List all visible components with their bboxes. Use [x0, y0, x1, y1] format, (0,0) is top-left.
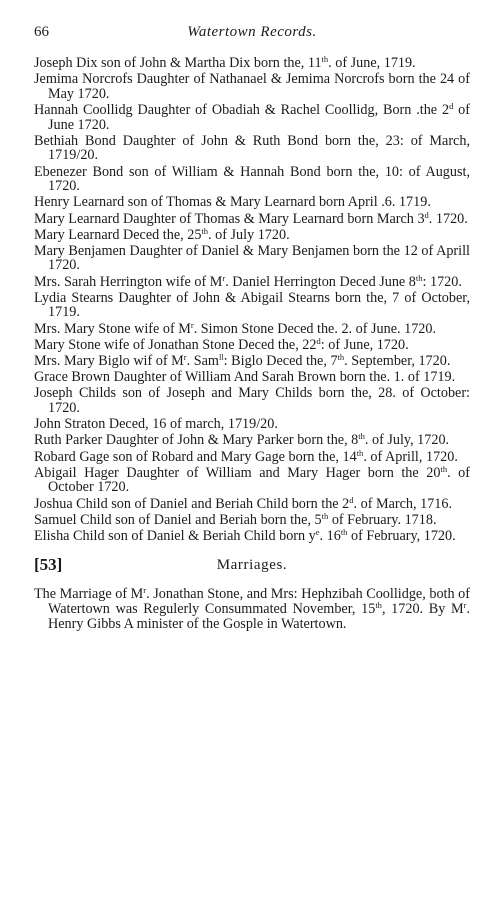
record-entry: [34, 209, 470, 227]
text-segment: Mary Learnard Deced the, 25: [34, 226, 202, 243]
text-segment: . of July, 1720.: [364, 432, 450, 449]
record-entry: [34, 291, 470, 320]
text-segment: Joshua Child son of Daniel and Beriah Child born the 2: [34, 495, 350, 512]
record-entry: [34, 134, 470, 163]
record-entry: [34, 319, 470, 337]
text-segment: John Straton Deced, 16 of march, 1719/20.: [34, 416, 278, 433]
record-entry: [34, 447, 470, 465]
text-segment: Hannah Coollidg Daughter of Obadiah & Rachel Coollidg, Born .the 2: [34, 101, 450, 118]
text-segment: Jemima Norcrofs Daughter of Nathanael & Jemima Norcrofs born the 24 of May 1720.: [34, 71, 470, 102]
superscript: th: [340, 526, 348, 537]
text-segment: . of June, 1719.: [328, 55, 416, 71]
record-entry: [34, 272, 470, 290]
text-segment: Mary Learnard Daughter of Thomas & Mary Learnard born March 3: [34, 210, 425, 227]
text-segment: Grace Brown Daughter of William And Sarah Brown born the. 1. of 1719.: [34, 369, 456, 386]
superscript: th: [440, 463, 448, 474]
record-page: [34, 22, 470, 632]
record-entry: [34, 72, 470, 101]
text-segment: of February, 1720.: [347, 527, 456, 544]
text-segment: Mrs. Sarah Herrington wife of M: [34, 273, 223, 290]
text-segment: Samuel Child son of Daniel and Beriah born the, 5: [34, 511, 322, 528]
superscript: th: [321, 54, 329, 64]
text-segment: Ruth Parker Daughter of John & Mary Parker born the, 8: [34, 432, 359, 449]
superscript: r: [463, 600, 467, 611]
text-segment: Mrs. Mary Biglo wif of M: [34, 353, 184, 369]
record-entry: [34, 386, 470, 415]
section-number: [53]: [34, 555, 63, 575]
text-segment: Mrs. Mary Stone wife of M: [34, 320, 191, 337]
text-segment: The Marriage of M: [34, 586, 144, 603]
section-heading: [34, 555, 470, 581]
text-segment: Henry Learnard son of Thomas & Mary Learnard born April .6. 1719.: [34, 194, 431, 211]
record-entry: [34, 526, 470, 544]
record-entry: [34, 354, 470, 369]
superscript: th: [415, 272, 423, 283]
text-segment: . of March, 1716.: [353, 495, 453, 512]
record-entry: [34, 195, 470, 210]
page-number: 66: [34, 24, 49, 40]
superscript: th: [321, 510, 329, 521]
text-segment: Elisha Child son of Daniel & Beriah Child born y: [34, 527, 316, 544]
text-segment: . of October 1720.: [48, 464, 470, 496]
record-entry: [34, 370, 470, 385]
text-segment: of February. 1718.: [328, 511, 437, 528]
record-entry: [34, 494, 470, 512]
superscript: th: [337, 352, 345, 362]
superscript: th: [358, 431, 365, 442]
text-segment: Joseph Dix son of John & Martha Dix born the, 11: [34, 55, 322, 71]
superscript: ll: [218, 352, 224, 362]
superscript: r: [190, 319, 194, 330]
text-segment: : of June, 1720.: [320, 336, 409, 353]
superscript: r: [143, 585, 147, 596]
record-entry: [34, 510, 470, 528]
text-segment: : 1720.: [422, 273, 462, 290]
record-entry: [34, 165, 470, 194]
superscript: e: [315, 526, 320, 537]
record-entry: [34, 433, 470, 448]
text-segment: Bethiah Bond Daughter of John & Ruth Bond born the, 23: of March, 1719/20.: [34, 132, 470, 164]
text-segment: . 1720.: [428, 210, 468, 227]
superscript: th: [356, 447, 364, 458]
text-segment: Lydia Stearns Daughter of John & Abigail Stearns born the, 7 of October, 1719.: [34, 289, 470, 321]
text-segment: Mary Stone wife of Jonathan Stone Deced the, 22: [34, 336, 317, 353]
marriage-record: [34, 587, 470, 631]
record-entry: [34, 463, 470, 496]
record-entry: [34, 225, 470, 243]
page-header: [34, 22, 470, 48]
record-entry: [34, 56, 470, 71]
record-entry: [34, 417, 470, 432]
superscript: d: [316, 335, 321, 346]
running-title: Watertown Records.: [187, 24, 317, 40]
text-segment: . Simon Stone Deced the. 2. of June. 1720.: [193, 320, 437, 337]
record-entry: [34, 244, 470, 273]
superscript: th: [201, 225, 209, 236]
text-segment: of June 1720.: [48, 101, 470, 133]
text-segment: : Biglo Deced the, 7: [223, 353, 338, 369]
text-segment: . Sam: [186, 353, 219, 369]
text-segment: Abigail Hager Daughter of William and Mary Hager born the 20: [34, 464, 441, 481]
record-entry: [34, 100, 470, 133]
record-entries: [34, 56, 470, 543]
text-segment: . Daniel Herrington Deced June 8: [225, 273, 416, 290]
text-segment: , 1720. By M: [381, 601, 464, 618]
text-segment: Joseph Childs son of Joseph and Mary Childs born the, 28. of October: 1720.: [34, 385, 470, 416]
superscript: d: [449, 100, 454, 111]
superscript: d: [349, 494, 354, 505]
text-segment: . of July 1720.: [208, 226, 290, 243]
text-segment: Robard Gage son of Robard and Mary Gage born the, 14: [34, 448, 357, 465]
text-segment: Mary Benjamen Daughter of Daniel & Mary Benjamen born the 12 of Aprill 1720.: [34, 242, 470, 274]
superscript: r: [222, 272, 226, 283]
superscript: th: [375, 600, 382, 611]
text-segment: . of Aprill, 1720.: [363, 448, 458, 465]
section-title: Marriages.: [216, 557, 288, 574]
record-entry: [34, 335, 470, 353]
superscript: r: [183, 352, 187, 362]
superscript: d: [424, 209, 429, 220]
text-segment: . Jonathan Stone, and Mrs: Hephzibah Coollidge, both of Watertown was Regulerly Consummated November, 15: [48, 586, 470, 618]
text-segment: . Henry Gibbs A minister of the Gosple in Watertown.: [48, 601, 471, 633]
text-segment: . September, 1720.: [344, 353, 451, 369]
text-segment: . 16: [319, 527, 341, 544]
text-segment: Ebenezer Bond son of William & Hannah Bond born the, 10: of August, 1720.: [34, 163, 470, 195]
